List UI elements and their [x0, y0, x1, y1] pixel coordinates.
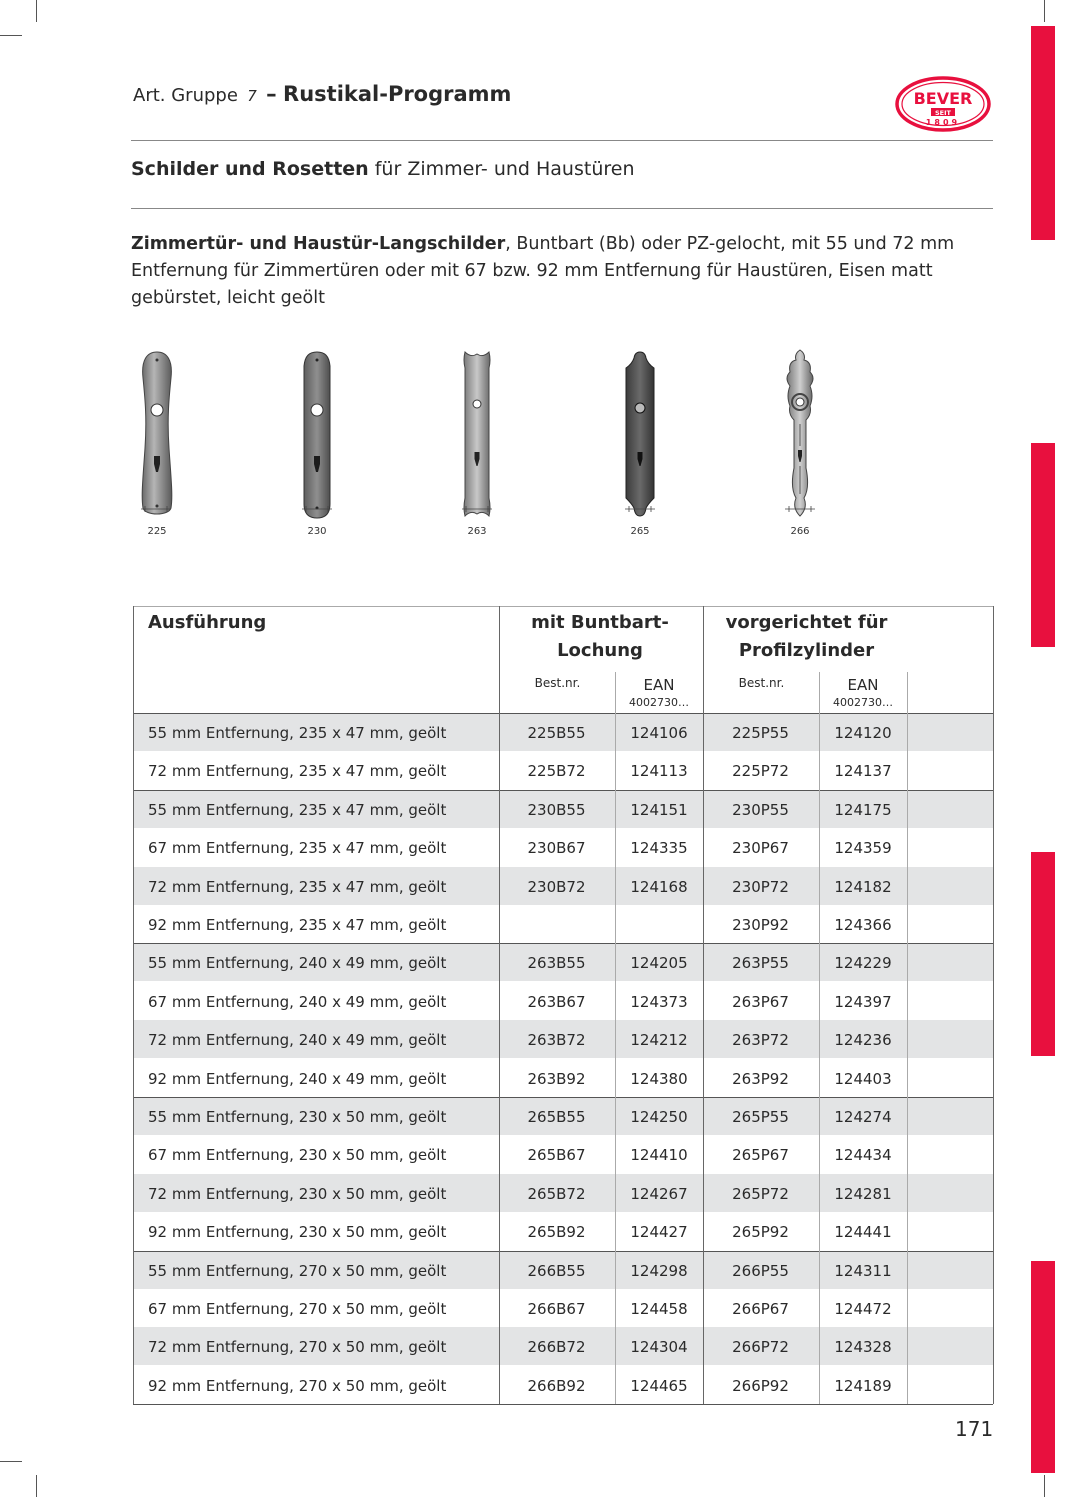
row-description: 55 mm Entfernung, 235 x 47 mm, geölt	[148, 724, 447, 742]
row-buntbart-bestnr: 265B55	[527, 1108, 586, 1126]
row-profil-ean: 124441	[834, 1223, 892, 1242]
crop-mark	[36, 0, 37, 22]
row-description: 55 mm Entfernung, 235 x 47 mm, geölt	[148, 800, 447, 819]
row-profil-bestnr: 263P67	[732, 992, 789, 1011]
row-buntbart-ean: 124151	[630, 800, 688, 819]
table-row	[133, 713, 993, 751]
row-buntbart-bestnr: 263B55	[527, 954, 586, 973]
dimension-sketch	[141, 504, 171, 514]
table-row	[133, 790, 993, 828]
table-row	[133, 943, 993, 981]
row-buntbart-bestnr: 263B72	[527, 1031, 586, 1050]
row-profil-bestnr: 230P67	[732, 839, 789, 858]
row-description: 92 mm Entfernung, 270 x 50 mm, geölt	[148, 1376, 447, 1395]
row-buntbart-ean: 124212	[630, 1031, 688, 1050]
table-row	[133, 1289, 993, 1327]
row-profil-ean: 124175	[834, 800, 892, 819]
table-row	[133, 1251, 993, 1289]
row-description: 55 mm Entfernung, 240 x 49 mm, geölt	[148, 954, 447, 973]
row-profil-ean: 124189	[834, 1376, 892, 1395]
row-description: 67 mm Entfernung, 230 x 50 mm, geölt	[148, 1146, 447, 1165]
row-profil-bestnr: 265P55	[732, 1108, 789, 1126]
table-column-line	[819, 672, 820, 1404]
row-description: 55 mm Entfernung, 230 x 50 mm, geölt	[148, 1108, 447, 1126]
subtitle-rest: für Zimmer- und Haustüren	[368, 158, 635, 180]
dimension-sketch	[462, 504, 492, 514]
row-profil-ean: 124274	[834, 1108, 892, 1126]
register-tab	[1031, 443, 1055, 647]
plate-image-230	[287, 348, 347, 520]
table-row	[133, 982, 993, 1020]
row-buntbart-ean: 124335	[630, 839, 688, 858]
row-profil-ean: 124366	[834, 916, 892, 934]
table-column-line	[993, 606, 994, 1404]
row-buntbart-ean: 124427	[630, 1223, 688, 1242]
column-header-profil-line1: vorgerichtet für	[725, 612, 888, 633]
row-profil-ean: 124182	[834, 877, 892, 896]
row-profil-ean: 124328	[834, 1338, 892, 1357]
bestnr-header-b: Best.nr.	[534, 676, 581, 690]
table-separator	[133, 1097, 993, 1098]
title-dash: –	[266, 82, 277, 106]
row-profil-bestnr: 230P92	[732, 916, 789, 934]
table-column-line	[133, 606, 134, 1404]
row-profil-bestnr: 266P55	[732, 1261, 789, 1280]
row-description: 72 mm Entfernung, 240 x 49 mm, geölt	[148, 1031, 447, 1050]
row-buntbart-ean: 124465	[630, 1376, 688, 1395]
plate-image-225	[127, 348, 187, 520]
row-profil-ean: 124137	[834, 762, 892, 781]
row-buntbart-bestnr: 230B67	[527, 839, 586, 858]
row-profil-ean: 124311	[834, 1261, 892, 1280]
plate-image-265	[610, 348, 670, 520]
row-buntbart-ean: 124373	[630, 992, 688, 1011]
row-buntbart-bestnr: 263B92	[527, 1069, 586, 1088]
row-description: 72 mm Entfernung, 235 x 47 mm, geölt	[148, 762, 447, 781]
plate-image-266	[770, 348, 830, 520]
ean-prefix-p: 4002730…	[833, 696, 893, 709]
table-row	[133, 1097, 993, 1135]
table-column-line	[703, 606, 704, 1404]
row-buntbart-bestnr: 265B72	[527, 1184, 586, 1203]
header-divider	[131, 140, 993, 141]
row-description: 72 mm Entfernung, 235 x 47 mm, geölt	[148, 877, 447, 896]
table-separator	[133, 943, 993, 944]
row-profil-bestnr: 263P92	[732, 1069, 789, 1088]
row-profil-ean: 124229	[834, 954, 892, 973]
row-buntbart-bestnr: 225B55	[527, 724, 586, 742]
row-profil-bestnr: 263P72	[732, 1031, 789, 1050]
table-row	[133, 1135, 993, 1173]
row-profil-bestnr: 265P92	[732, 1223, 789, 1242]
row-profil-ean: 124397	[834, 992, 892, 1011]
table-row	[133, 1212, 993, 1250]
crop-mark	[1044, 0, 1045, 22]
logo-middle-text: SEIT	[935, 109, 951, 117]
crop-mark	[36, 1475, 37, 1497]
row-buntbart-bestnr: 266B55	[527, 1261, 586, 1280]
row-description: 55 mm Entfernung, 270 x 50 mm, geölt	[148, 1261, 447, 1280]
table-row	[133, 751, 993, 789]
subtitle-bold: Schilder und Rosetten	[131, 158, 369, 180]
row-buntbart-bestnr: 225B72	[527, 762, 586, 781]
crop-mark	[0, 35, 22, 36]
page-number: 171	[955, 1417, 994, 1441]
row-buntbart-bestnr: 265B67	[527, 1146, 586, 1165]
row-profil-ean: 124281	[834, 1184, 892, 1203]
bever-logo	[893, 74, 993, 134]
table-row	[133, 1327, 993, 1365]
section-subtitle	[131, 158, 635, 180]
row-profil-bestnr: 230P72	[732, 877, 789, 896]
row-buntbart-ean: 124267	[630, 1184, 688, 1203]
table-row	[133, 1174, 993, 1212]
row-buntbart-ean: 124410	[630, 1146, 688, 1165]
row-profil-bestnr: 225P55	[732, 724, 789, 742]
row-description: 92 mm Entfernung, 230 x 50 mm, geölt	[148, 1223, 447, 1242]
column-header-buntbart-line1: mit Buntbart-	[531, 612, 669, 633]
row-buntbart-ean: 124168	[630, 877, 688, 896]
table-column-line	[499, 606, 500, 1404]
table-column-line	[615, 672, 616, 1404]
ean-header-p: EAN	[847, 676, 879, 694]
dimension-sketch	[785, 504, 815, 514]
row-buntbart-ean: 124304	[630, 1338, 688, 1357]
row-buntbart-bestnr: 263B67	[527, 992, 586, 1011]
ean-header-b: EAN	[643, 676, 675, 694]
ean-prefix-b: 4002730…	[629, 696, 689, 709]
table-separator	[133, 1404, 993, 1405]
row-profil-bestnr: 225P72	[732, 762, 789, 781]
row-buntbart-ean: 124298	[630, 1261, 688, 1280]
row-profil-ean: 124359	[834, 839, 892, 858]
plate-label-225: 225	[147, 526, 167, 537]
row-description: 92 mm Entfernung, 235 x 47 mm, geölt	[148, 916, 447, 934]
page-title	[133, 82, 511, 106]
row-description: 72 mm Entfernung, 230 x 50 mm, geölt	[148, 1184, 447, 1203]
row-profil-ean: 124403	[834, 1069, 892, 1088]
table-separator	[133, 713, 993, 714]
dimension-sketch	[625, 504, 655, 514]
row-profil-bestnr: 266P72	[732, 1338, 789, 1357]
table-row	[133, 867, 993, 905]
row-description: 67 mm Entfernung, 240 x 49 mm, geölt	[148, 992, 447, 1011]
column-header-buntbart-line2: Lochung	[557, 640, 643, 661]
table-row	[133, 905, 993, 943]
row-buntbart-ean: 124380	[630, 1069, 688, 1088]
row-buntbart-ean: 124458	[630, 1300, 688, 1318]
table-separator	[133, 1251, 993, 1252]
row-profil-bestnr: 230P55	[732, 800, 789, 819]
plate-label-266: 266	[790, 526, 810, 537]
register-tab	[1031, 852, 1055, 1056]
table-column-line	[907, 672, 908, 1404]
row-profil-ean: 124120	[834, 724, 892, 742]
row-profil-bestnr: 265P72	[732, 1184, 789, 1203]
row-buntbart-ean: 124113	[630, 762, 688, 781]
row-profil-bestnr: 265P67	[732, 1146, 789, 1165]
table-row	[133, 1366, 993, 1404]
product-description	[131, 231, 993, 312]
row-profil-ean: 124434	[834, 1146, 892, 1165]
logo-top-text: BEVER	[913, 89, 973, 108]
row-buntbart-ean: 124205	[630, 954, 688, 973]
row-description: 72 mm Entfernung, 270 x 50 mm, geölt	[148, 1338, 447, 1357]
row-profil-ean: 124236	[834, 1031, 892, 1050]
row-description: 92 mm Entfernung, 240 x 49 mm, geölt	[148, 1069, 447, 1088]
header-underline	[133, 606, 993, 607]
row-profil-ean: 124472	[834, 1300, 892, 1318]
row-description: 67 mm Entfernung, 270 x 50 mm, geölt	[148, 1300, 447, 1318]
group-number: 7	[247, 87, 257, 105]
description-bold: Zimmertür- und Haustür-Langschilder	[131, 234, 506, 254]
row-buntbart-bestnr: 266B92	[527, 1376, 586, 1395]
plate-label-265: 265	[630, 526, 650, 537]
crop-mark	[0, 1461, 22, 1462]
row-buntbart-bestnr: 266B72	[527, 1338, 586, 1357]
title-text: Rustikal-Programm	[283, 82, 512, 106]
bestnr-header-p: Best.nr.	[738, 676, 785, 690]
plate-label-263: 263	[467, 526, 487, 537]
plate-label-230: 230	[307, 526, 327, 537]
register-tab	[1031, 26, 1055, 240]
subtitle-divider	[131, 208, 993, 209]
group-prefix: Art. Gruppe	[133, 85, 238, 106]
row-buntbart-bestnr: 266B67	[527, 1300, 586, 1318]
plate-image-263	[447, 348, 507, 520]
logo-year: 1809	[925, 118, 961, 127]
register-tab	[1031, 1261, 1055, 1473]
row-description: 67 mm Entfernung, 235 x 47 mm, geölt	[148, 839, 447, 858]
column-header-ausfuehrung: Ausführung	[148, 612, 267, 633]
row-profil-bestnr: 263P55	[732, 954, 789, 973]
table-row	[133, 828, 993, 866]
row-buntbart-ean: 124106	[630, 724, 688, 742]
row-buntbart-bestnr: 230B55	[527, 800, 586, 819]
row-profil-bestnr: 266P67	[732, 1300, 789, 1318]
table-separator	[133, 790, 993, 791]
row-profil-bestnr: 266P92	[732, 1376, 789, 1395]
table-row	[133, 1059, 993, 1097]
description-rest: , Buntbart (Bb) oder PZ-gelocht, mit 55 und 72 mm Entfernung für Zimmertüren oder mit 67 bzw. 92 mm Entfernung für Haustüren, Eisen matt gebürstet, leicht geölt	[131, 234, 955, 308]
crop-mark	[1044, 1475, 1045, 1497]
dimension-sketch	[302, 504, 332, 514]
row-buntbart-bestnr: 265B92	[527, 1223, 586, 1242]
row-buntbart-ean: 124250	[630, 1108, 688, 1126]
row-buntbart-bestnr: 230B72	[527, 877, 586, 896]
table-row	[133, 1020, 993, 1058]
column-header-profil-line2: Profilzylinder	[738, 640, 875, 661]
